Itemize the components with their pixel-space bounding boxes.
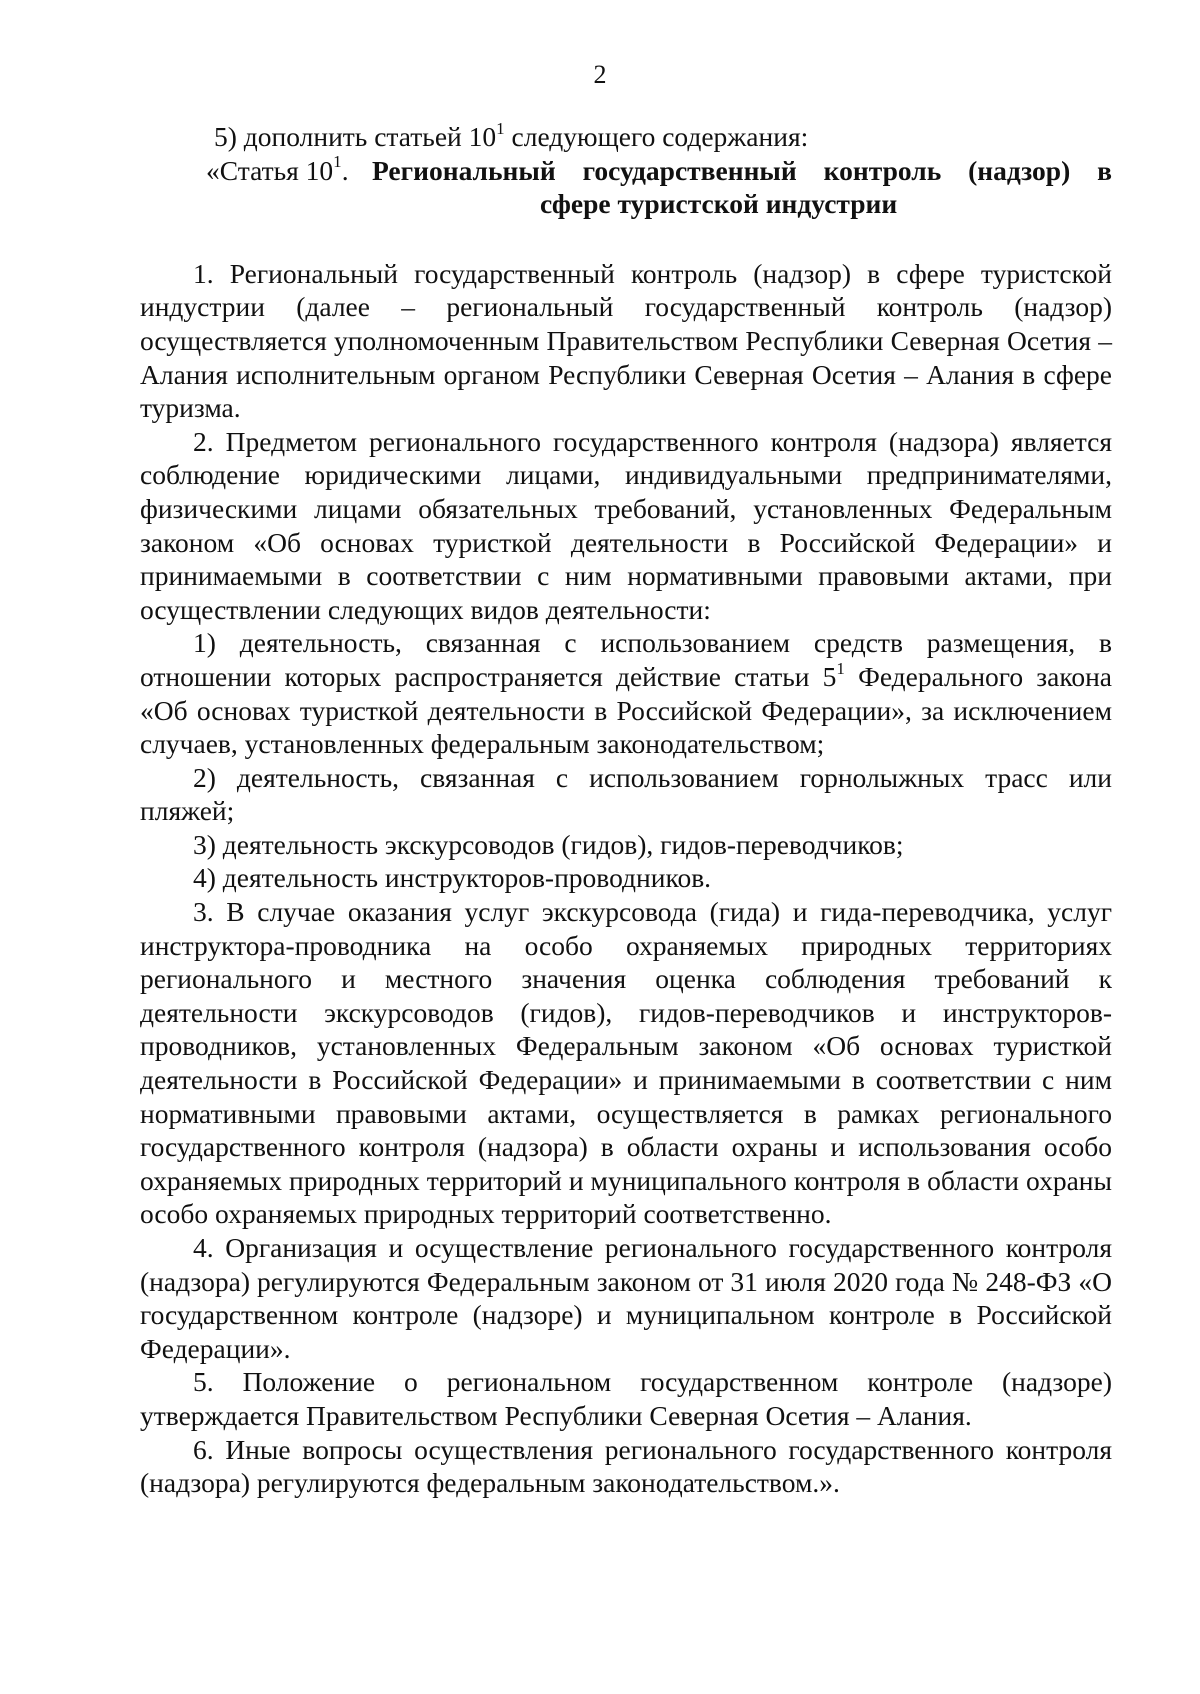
paragraph-2: 2. Предметом регионального государственного контроля (надзора) является соблюдение юридическими лицами, индивидуальными предпринимателями, физическими лицами обязательных требований, установленных Федеральным законом «Об основах туристкой деятельности в Российской Федерации» и принимаемыми в соответствии с ним нормативными правовыми актами, при осуществлении следующих видов деятельности: xyxy=(140,425,1112,625)
article-heading xyxy=(140,154,1112,221)
amendment-intro-text-end: следующего содержания: xyxy=(504,121,809,152)
page-number: 2 xyxy=(593,60,607,89)
list-item-4: 4) деятельность инструкторов-проводников. xyxy=(193,862,712,894)
paragraph-3: 3. В случае оказания услуг экскурсовода (гида) и гида-переводчика, услуг инструктора-проводника на особо охраняемых природных территориях регионального и местного значения оценка соблюдения требований к деятельности экскурсоводов (гидов), гидов-переводчиков и инструкторов-проводников, установленных Федеральным законом «Об основах туристкой деятельности в Российской Федерации» и принимаемыми в соответствии с ним нормативными правовыми актами, осуществляется в рамках регионального государственного контроля (надзора) в области охраны и использования особо охраняемых природных территорий и муниципального контроля в области охраны особо охраняемых природных территорий соответственно. xyxy=(140,896,1112,1230)
amendment-intro xyxy=(140,120,1112,154)
article-number: «Статья $10^1$. xyxy=(206,152,349,186)
paragraph-1: 1. Региональный государственный контроль (надзор) в сфере туристской индустрии (далее – региональный государственный контроль (надзор) осуществляется уполномоченным Правительством Республики Северная Осетия – Алания исполнительным органом Республики Северная Осетия – Алания в сфере туризма. xyxy=(140,257,1112,424)
article-title xyxy=(366,154,1112,221)
document-body xyxy=(140,120,1112,1500)
article-number-superscript: 1 xyxy=(333,152,342,172)
article-title-line-1: Региональный государственный контроль (надзор) в xyxy=(372,154,1112,186)
list-item-2: 2) деятельность, связанная с использованием горнолыжных трасс или пляжей; xyxy=(140,761,1112,827)
amendment-intro-superscript: 1 xyxy=(496,118,505,138)
article-title-line-2: сфере туристской индустрии xyxy=(540,188,898,220)
list-item-1: 1) деятельность, связанная с использованием средств размещения, в отношении которых распространяется действие статьи $5^1$ Федерального закона «Об основах туристкой деятельности в Российской Федерации», за исключением случаев, установленных федеральным законодательством; xyxy=(140,627,1113,760)
amendment-intro-text: 5) дополнить статьей 10 xyxy=(214,121,497,152)
list-item-1-superscript: 1 xyxy=(836,658,845,678)
paragraph-4: 4. Организация и осуществление регионального государственного контроля (надзора) регулируются Федеральным законом от 31 июля 2020 года № 248-ФЗ «О государственном контроле (надзоре) и муниципальном контроле в Российской Федерации». xyxy=(140,1232,1112,1364)
list-item-3: 3) деятельность экскурсоводов (гидов), гидов-переводчиков; xyxy=(193,828,904,860)
paragraph-5: 5. Положение о региональном государственном контроле (надзоре) утверждается Правительством Республики Северная Осетия – Алания. xyxy=(140,1366,1112,1431)
paragraph-6: 6. Иные вопросы осуществления регионального государственного контроля (надзора) регулируются федеральным законодательством.». xyxy=(140,1433,1112,1499)
